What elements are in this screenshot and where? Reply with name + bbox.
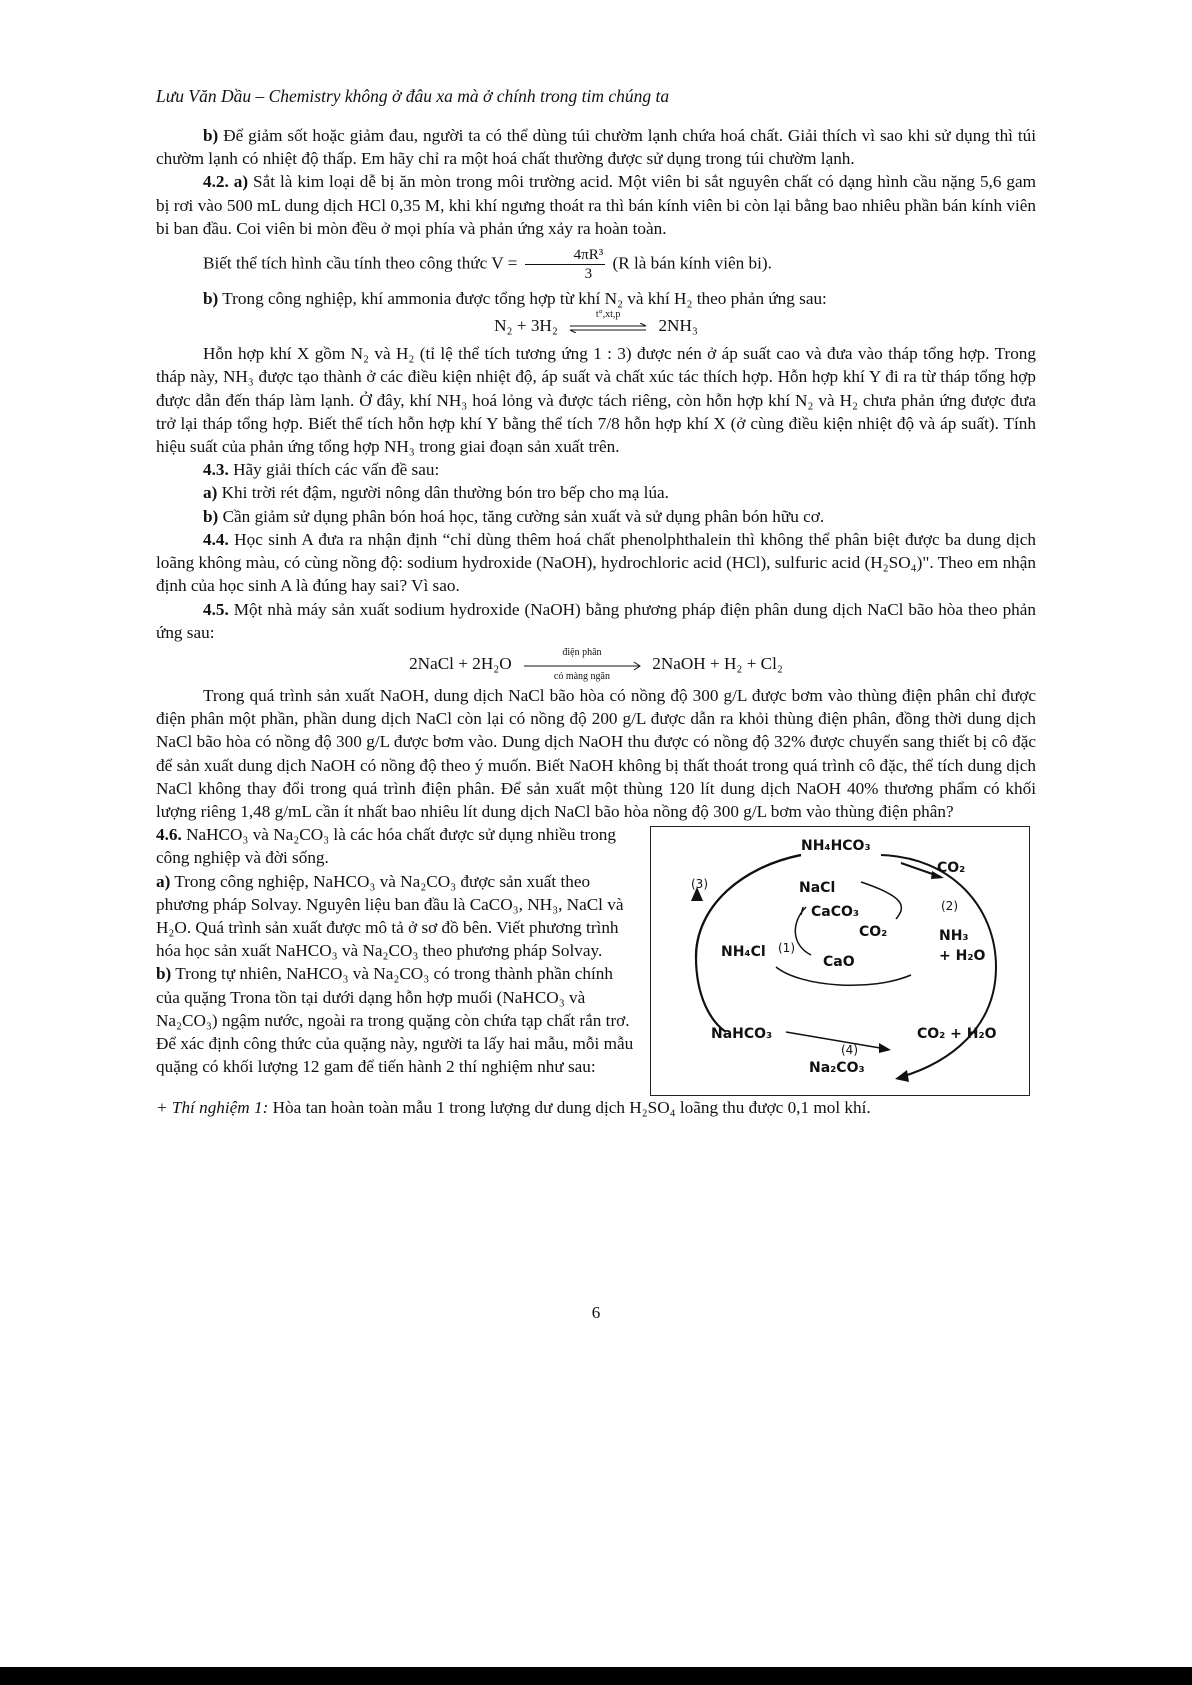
label-step-4: (4) xyxy=(841,1043,858,1058)
equation-electrolysis: 2NaCl + 2H₂O điện phân có màng ngăn 2NaOH + H₂ + Cl₂ xyxy=(409,646,783,682)
fraction: $\frac{\text{4πR³}}{3}$ xyxy=(525,246,606,283)
label-na2co3: Na₂CO₃ xyxy=(809,1060,865,1077)
reaction-arrow: điện phân có màng ngăn xyxy=(522,654,642,676)
solvay-section xyxy=(156,823,1036,1096)
label-caco3: CaCO₃ xyxy=(811,904,860,921)
label-co2-h2o: CO₂ + H₂O xyxy=(917,1026,997,1043)
label-h2o: + H₂O xyxy=(939,948,986,965)
paragraph: 4.3. Hãy giải thích các vấn đề sau: xyxy=(203,460,440,480)
paragraph: 4.2. a) Sắt là kim loại dễ bị ăn mòn trong môi trường acid. Một viên bi sắt nguyên chất có dạng hình cầu nặng 5,6 gam bị rơi vào 500 mL dung dịch HCl 0,35 M, khi khí ngưng thoát ra thì bán kính viên bi còn lại bằng bao nhiêu phần bán kính viên bi ban đầu. Coi viên bi mòn đều ở mọi phía và phản ứng xảy ra hoàn toàn. xyxy=(156,172,1036,238)
paragraph: a) Trong công nghiệp, NaHCO₃ và Na₂CO₃ được sản xuất theo phương pháp Solvay. Nguyên liệu ban đầu là CaCO₃, NH₃, NaCl và H₂O. Quá trình sản xuất được mô tả ở sơ đồ bên. Viết phương trình hóa học sản xuất NaHCO₃ và Na₂CO₃ theo phương pháp Solvay. xyxy=(156,871,624,961)
paragraph-experiment-1: + Thí nghiệm 1: Hòa tan hoàn toàn mẫu 1 trong lượng dư dung dịch H₂SO₄ loãng thu được 0,1 mol khí. xyxy=(156,1098,871,1118)
label-step-2: (2) xyxy=(941,899,958,914)
paragraph: b) Trong tự nhiên, NaHCO₃ và Na₂CO₃ có trong thành phần chính của quặng Trona tồn tại dưới dạng hỗn hợp muối (NaHCO₃ và Na₂CO₃) ngậm nước, ngoài ra trong quặng còn chứa tạp chất rắn trơ. Để xác định công thức của quặng này, người ta lấy hai mẫu, mỗi mẫu quặng có khối lượng 12 gam để tiến hành 2 thí nghiệm như sau: xyxy=(156,964,634,1077)
paragraph: a) Khi trời rét đậm, người nông dân thường bón tro bếp cho mạ lúa. xyxy=(203,483,669,503)
label-cao: CaO xyxy=(823,954,855,971)
label-co2-top: CO₂ xyxy=(937,860,966,877)
paragraph: 4.6. NaHCO₃ và Na₂CO₃ là các hóa chất được sử dụng nhiều trong công nghiệp và đời sống. xyxy=(156,825,616,868)
equilibrium-arrow: t°,xt,p xyxy=(568,316,648,338)
paragraph: Trong quá trình sản xuất NaOH, dung dịch NaCl bão hòa có nồng độ 300 g/L được bơm vào thùng điện phân chỉ được điện phân một phần, phần dung dịch NaCl còn lại có nồng độ 200 g/L được dẫn ra khỏi thùng điện phân, đồng thời dung dịch NaCl bão hòa có nồng độ 300 g/L được bơm vào. Dung dịch NaOH thu được có nồng độ 32% được chuyển sang thiết bị cô đặc để sản xuất dung dịch NaOH có nồng độ theo ý muốn. Biết NaOH không bị thất thoát trong quá trình cô đặc, thể tích dung dịch NaCl không thay đổi trong quá trình điện phân. Để sản xuất một thùng 120 lít dung dịch NaOH 40% thương phẩm có khối lượng riêng 1,48 g/mL cần ít nhất bao nhiêu lít dung dịch NaCl bão hòa nồng độ 300 g/L bơm vào thùng điện phân? xyxy=(156,685,1036,821)
label-nacl: NaCl xyxy=(799,880,836,897)
solvay-diagram xyxy=(650,826,1030,1096)
solvay-text xyxy=(156,823,650,1096)
label-nh4cl: NH₄Cl xyxy=(721,944,766,961)
page-header: Lưu Văn Dầu – Chemistry không ở đâu xa mà ở chính trong tim chúng ta xyxy=(156,86,670,106)
paragraph: 4.4. Học sinh A đưa ra nhận định “chỉ dùng thêm hoá chất phenolphthalein thì không thể phân biệt được ba dung dịch loãng không màu, có cùng nồng độ: sodium hydroxide (NaOH), hydrochloric acid (HCl), sulfuric acid (H₂SO₄)". Theo em nhận định của học sinh A là đúng hay sai? Vì sao. xyxy=(156,529,1036,596)
paragraph: b) Để giảm sốt hoặc giảm đau, người ta có thể dùng túi chườm lạnh chứa hoá chất. Giải thích vì sao khi sử dụng thì túi chườm lạnh có nhiệt độ thấp. Em hãy chỉ ra một hoá chất thường được sử dụng trong túi chườm lạnh. xyxy=(156,126,1036,169)
label-nh3: NH₃ xyxy=(939,928,969,945)
label-step-3: (3) xyxy=(691,877,708,892)
paragraph: 4.5. Một nhà máy sản xuất sodium hydroxide (NaOH) bằng phương pháp điện phân dung dịch NaCl bão hòa theo phản ứng sau: xyxy=(156,599,1036,642)
bottom-bar xyxy=(0,1667,1192,1685)
formula-paragraph: Biết thể tích hình cầu tính theo công thức V = $\frac{\text{4πR³}}{3}$ (R là bán kính viên bi). xyxy=(203,247,772,283)
paragraph: b) Trong công nghiệp, khí ammonia được tổng hợp từ khí N₂ và khí H₂ theo phản ứng sau: xyxy=(203,289,827,309)
page-number: 6 xyxy=(591,1303,601,1322)
label-nahco3: NaHCO₃ xyxy=(711,1026,773,1043)
paragraph: Hỗn hợp khí X gồm N₂ và H₂ (tỉ lệ thể tích tương ứng 1 : 3) được nén ở áp suất cao và đưa vào tháp tổng hợp. Trong tháp này, NH₃ được tạo thành ở các điều kiện nhiệt độ, áp suất và chất xúc tác thích hợp. Hỗn hợp khí Y đi ra từ tháp tổng hợp được dẫn đến tháp làm lạnh. Ở đây, khí NH₃ hoá lỏng và được tách riêng, còn hỗn hợp khí N₂ và H₂ chưa phản ứng được đưa trở lại tháp tổng hợp. Biết thể tích hỗn hợp khí Y bằng thể tích 7/8 hỗn hợp khí X (ở cùng điều kiện nhiệt độ và áp suất). Tính hiệu suất của phản ứng tổng hợp NH₃ trong giai đoạn sản xuất trên. xyxy=(156,344,1036,457)
equation-ammonia: N₂ + 3H₂ t°,xt,p 2NH₃ xyxy=(156,314,1036,338)
label-co2-mid: CO₂ xyxy=(859,924,888,941)
label-step-1: (1) xyxy=(778,941,795,956)
document-body xyxy=(156,124,1036,1119)
paragraph: b) Cần giảm sử dụng phân bón hoá học, tăng cường sản xuất và sử dụng phân bón hữu cơ. xyxy=(203,506,825,526)
label-nh4hco3: NH₄HCO₃ xyxy=(801,838,871,855)
